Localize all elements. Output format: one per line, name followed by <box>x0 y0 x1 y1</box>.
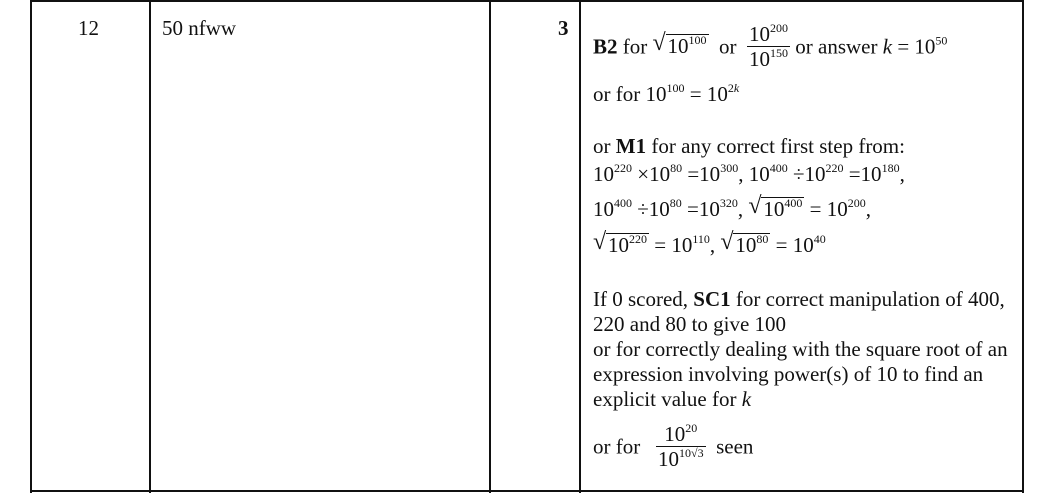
exp-k: k <box>733 81 740 95</box>
sc1-or-for: or for <box>593 434 641 459</box>
b2-for: for <box>622 34 648 59</box>
radical-icon: √ <box>652 30 666 57</box>
m1-text: for any correct first step from: <box>651 134 905 158</box>
sqrt-10-400: √ $10^{400}$ <box>748 193 803 221</box>
b2-or: or <box>719 34 737 59</box>
radical-icon: √ <box>593 229 607 255</box>
b2-or-answer: or answer <box>795 34 878 59</box>
b2-line-1 <box>593 21 948 73</box>
sc1-paragraph <box>593 287 1023 412</box>
table-border-left <box>30 0 32 493</box>
question-number: 12 <box>78 16 99 40</box>
sc1-text-2: or for correctly dealing with the square root of an expression involving power(s) of 10 to find an explicit value for <box>593 337 1008 411</box>
sqrt-10-100: √ $10^{100}$ <box>652 30 707 59</box>
equals-sign: = <box>897 34 910 59</box>
b2-line-2 <box>593 82 739 107</box>
marks-cell: 3 <box>558 16 569 40</box>
sc1-seen: seen <box>716 434 754 459</box>
m1-line-3: √ $10^{220} = 10^{110}$, √ $10^{80} = 10^{40}$ <box>593 229 826 257</box>
exp-2: 2 <box>727 81 734 95</box>
sc1-text: for correct manipulation of 400, 220 and 80 to give 100 <box>593 287 1005 336</box>
sc1-var-k: k <box>741 387 752 411</box>
sqrt-10-220: √ $10^{220}$ <box>593 229 647 257</box>
b2-label: B2 <box>593 34 618 59</box>
m1-line-2: $10^{400} \div 10^{80} =10^{320}$, √ $10^{400} = 10^{200}$, <box>593 193 871 221</box>
answer-base: 10 <box>914 34 936 59</box>
radical-icon: √ <box>720 229 734 255</box>
row-border-top <box>30 0 1024 2</box>
b2-line2-mid: = 10 <box>684 82 728 106</box>
sc1-prefix: If 0 scored, <box>593 287 689 311</box>
m1-label: M1 <box>615 134 647 158</box>
fraction-200-150: $\frac{10^{200}}{10^{150}}$ <box>749 21 789 71</box>
column-divider-1 <box>149 0 151 493</box>
exp-100: 100 <box>666 81 685 95</box>
table-border-right <box>1022 0 1024 493</box>
row-border-bottom <box>30 490 1024 492</box>
sc1-seen-line <box>593 421 754 473</box>
column-divider-3 <box>579 0 581 493</box>
m1-heading <box>593 134 905 159</box>
sqrt-10-80: √ $10^{80}$ <box>720 229 769 257</box>
b2-line2-prefix: or for 10 <box>593 82 667 106</box>
fraction-20-10root3: $\frac{10^{20}}{10^{10√3}}$ <box>657 421 704 471</box>
m1-or: or <box>593 134 611 158</box>
sc1-label: SC1 <box>693 287 731 311</box>
radical-icon: √ <box>748 193 762 219</box>
m1-line-1: $10^{220} \times 10^{80} =10^{300}$, $10^{400} \div 10^{220} =10^{180}$, <box>593 161 905 186</box>
answer-cell: 50 nfww <box>162 16 237 40</box>
column-divider-2 <box>489 0 491 493</box>
var-k: k <box>882 34 893 59</box>
answer-exp: 50 <box>935 33 948 48</box>
